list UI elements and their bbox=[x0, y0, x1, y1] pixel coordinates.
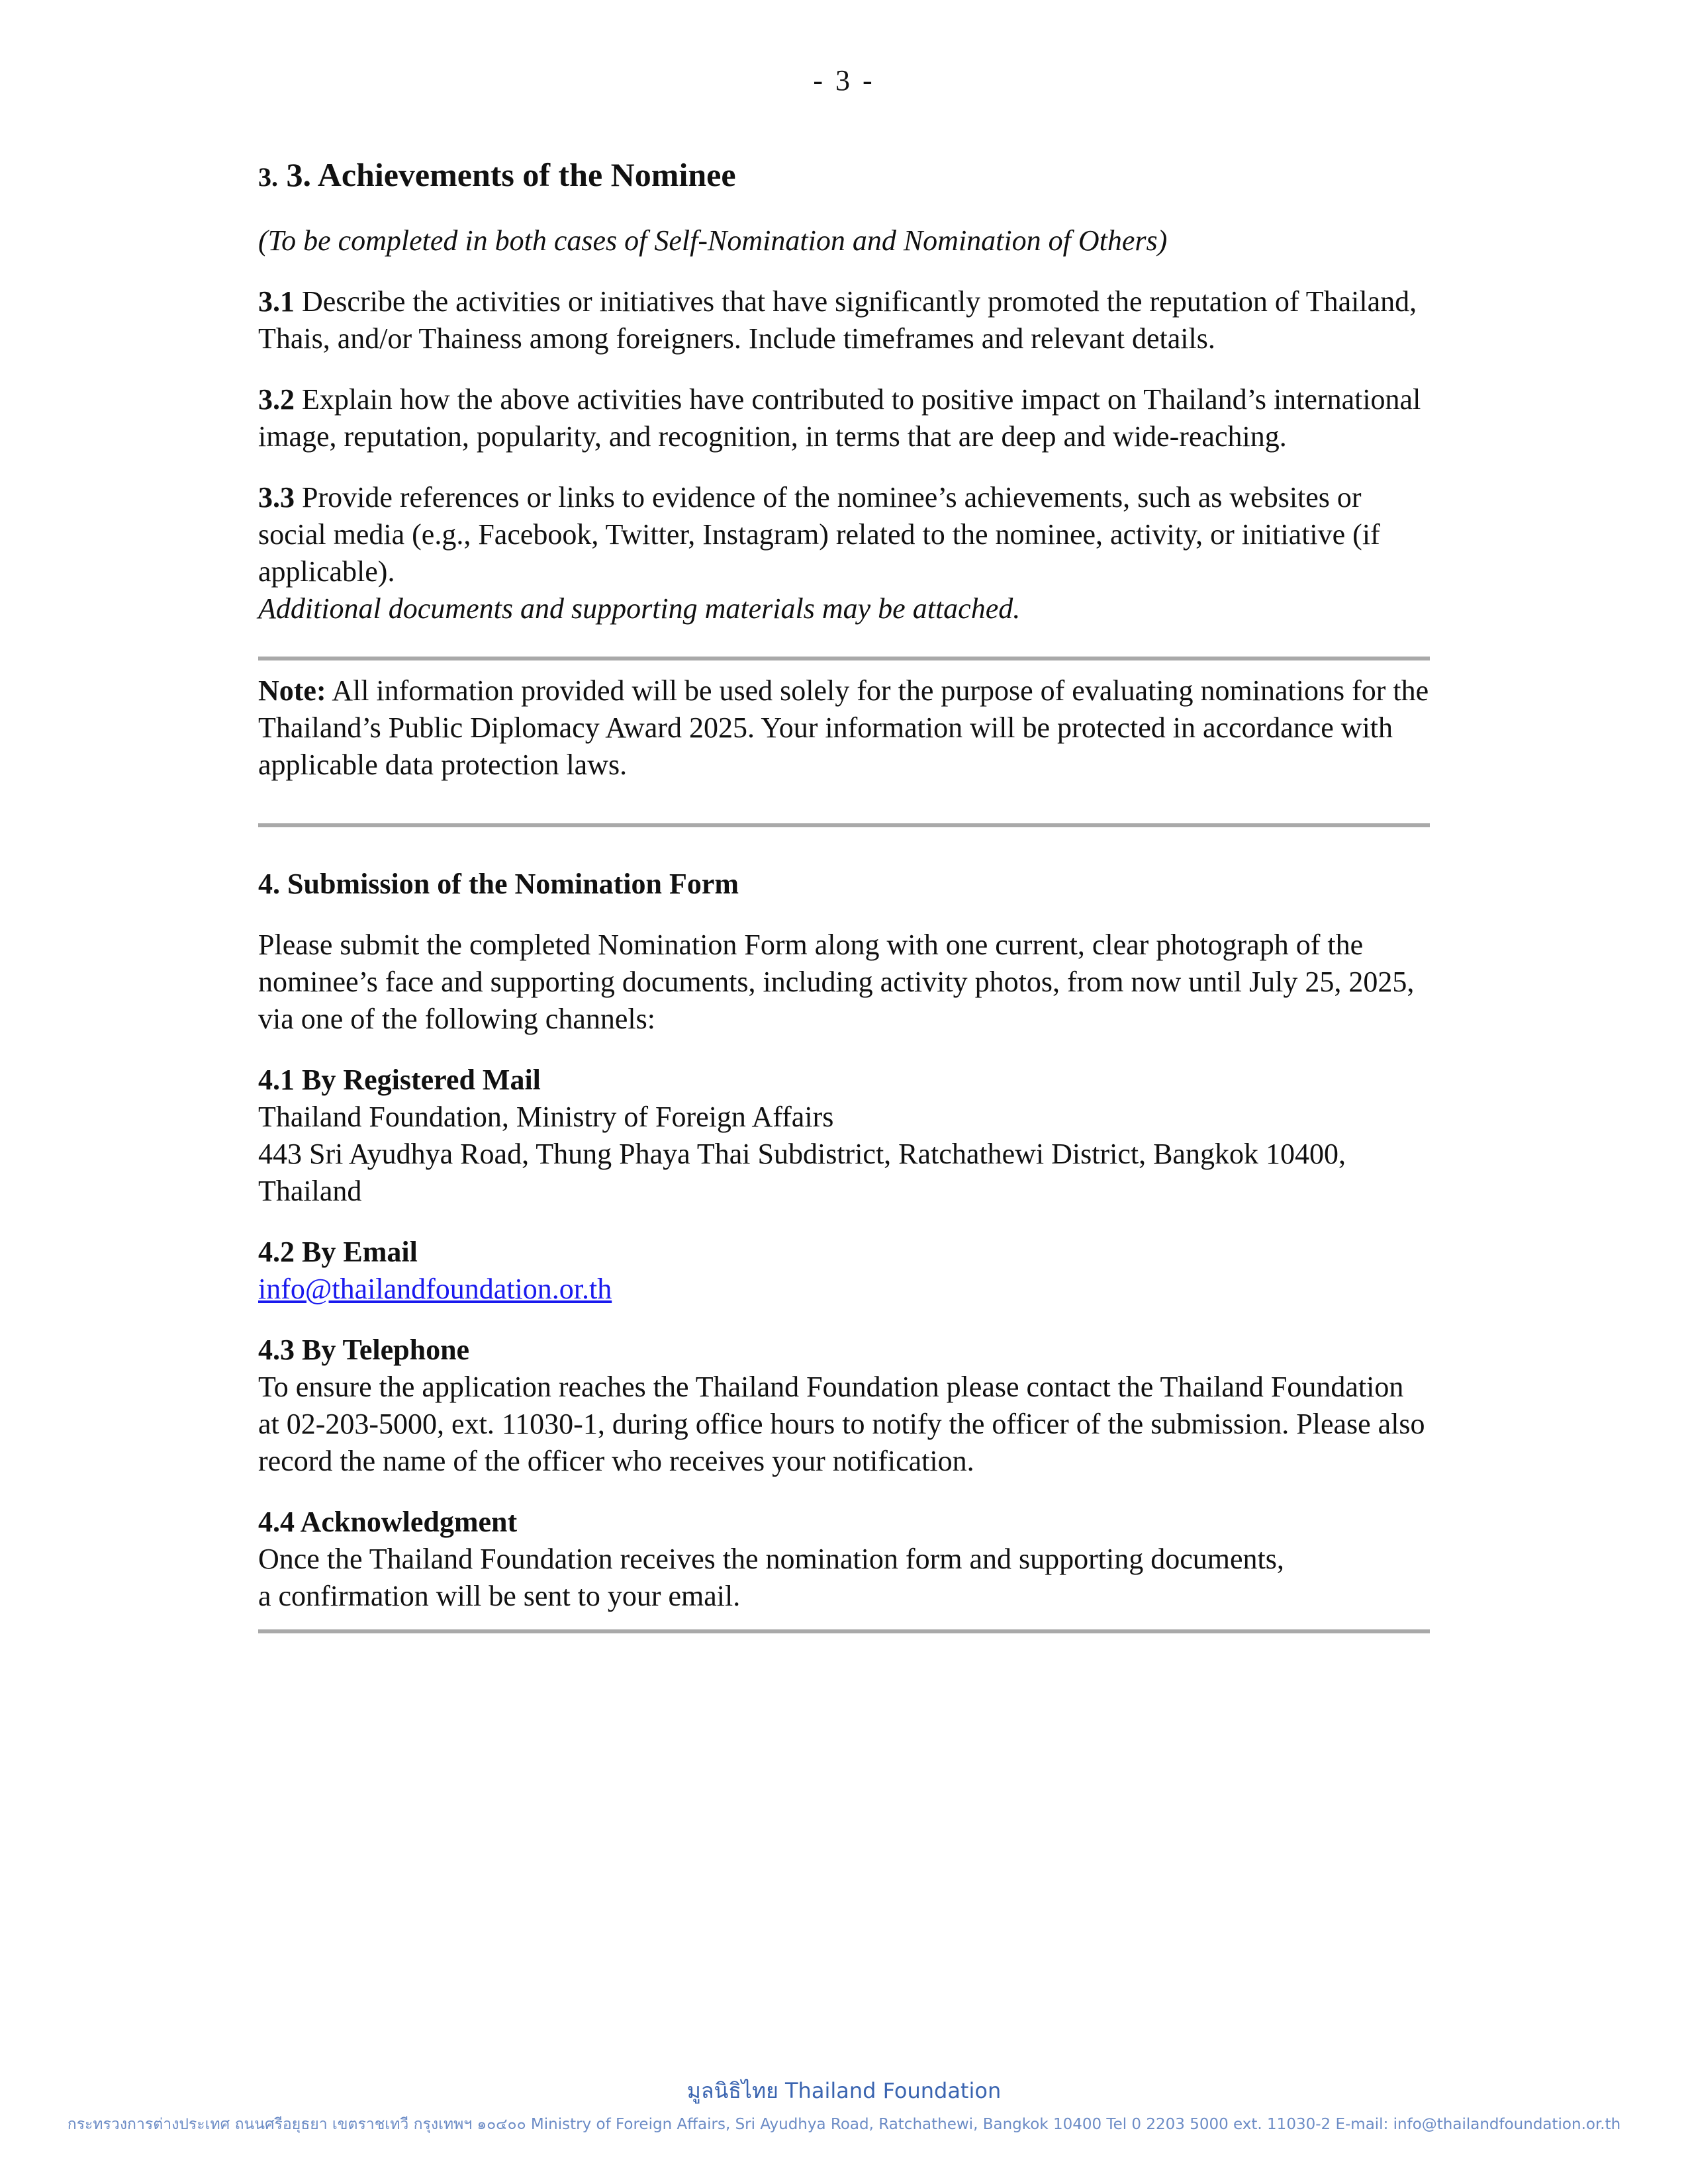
acknowledgment-title: 4.4 Acknowledgment bbox=[258, 1506, 518, 1538]
item-3-2-text: Explain how the above activities have contributed to positive impact on Thailand’s international image, reputation, popularity, and recognition, in terms that are deep and wide-reaching. bbox=[258, 383, 1421, 453]
additional-materials-note: Additional documents and supporting materials may be attached. bbox=[258, 592, 1021, 625]
footer-address: กระทรวงการต่างประเทศ ถนนศรีอยุธยา เขตราชเทวี กรุงเทพฯ ๑๐๔๐๐ Ministry of Foreign Affairs, Sri Ayudhya Road, Ratchathewi, Bangkok 10400 Tel 0 2203 5000 ext. 11030-2 E-mail: info@thailandfoundation.or.th bbox=[67, 2116, 1621, 2133]
section-3-subtitle: (To be completed in both cases of Self-Nomination and Nomination of Others) bbox=[258, 224, 1168, 257]
item-3-3 bbox=[258, 479, 1430, 590]
mail-address: 443 Sri Ayudhya Road, Thung Phaya Thai Subdistrict, Ratchathewi District, Bangkok 10400, Thailand bbox=[258, 1138, 1346, 1207]
note-label: Note: bbox=[258, 674, 326, 707]
privacy-note bbox=[258, 672, 1430, 784]
telephone-title: 4.3 By Telephone bbox=[258, 1334, 470, 1366]
divider bbox=[258, 657, 1430, 660]
registered-mail-title: 4.1 By Registered Mail bbox=[258, 1064, 541, 1096]
page-number: - 3 - bbox=[813, 64, 875, 97]
divider bbox=[258, 823, 1430, 827]
document-body bbox=[258, 154, 1430, 1633]
email-block bbox=[258, 1234, 1430, 1308]
item-3-3-text: Provide references or links to evidence of the nominee’s achievements, such as websites or social media (e.g., Facebook, Twitter, Instagram) related to the nominee, activity, or initiative (if applicable). bbox=[258, 481, 1380, 588]
acknowledgment-line-1: Once the Thailand Foundation receives the nomination form and supporting documents, bbox=[258, 1543, 1284, 1575]
item-3-1 bbox=[258, 283, 1430, 357]
section-3-title bbox=[258, 154, 1430, 199]
section-4-intro: Please submit the completed Nomination Form along with one current, clear photograph of the nominee’s face and supporting documents, including activity photos, from now until July 25, 2025, via one of the following channels: bbox=[258, 929, 1415, 1035]
email-title: 4.2 By Email bbox=[258, 1236, 418, 1268]
divider bbox=[258, 1629, 1430, 1633]
item-3-3-number: 3.3 bbox=[258, 481, 295, 514]
item-3-2-number: 3.2 bbox=[258, 383, 295, 416]
acknowledgment-line-2: a confirmation will be sent to your email. bbox=[258, 1580, 741, 1612]
item-3-2 bbox=[258, 381, 1430, 455]
mail-recipient: Thailand Foundation, Ministry of Foreign Affairs bbox=[258, 1101, 834, 1133]
note-text: All information provided will be used solely for the purpose of evaluating nominations for the Thailand’s Public Diplomacy Award 2025. Your information will be protected in accordance with applicable data protection laws. bbox=[258, 674, 1429, 781]
acknowledgment-block bbox=[258, 1504, 1430, 1615]
registered-mail-block bbox=[258, 1062, 1430, 1210]
telephone-text: To ensure the application reaches the Thailand Foundation please contact the Thailand Foundation at 02-203-5000, ext. 11030-1, during office hours to notify the officer of the submission. Please also record the name of the officer who receives your notification. bbox=[258, 1371, 1425, 1477]
section-3-title-prefix: 3. bbox=[258, 162, 278, 192]
section-4-title: 4. Submission of the Nomination Form bbox=[258, 868, 739, 900]
item-3-1-number: 3.1 bbox=[258, 285, 295, 318]
item-3-1-text: Describe the activities or initiatives that have significantly promoted the reputation of Thailand, Thais, and/or Thainess among foreigners. Include timeframes and relevant details. bbox=[258, 285, 1417, 355]
footer-brand: มูลนิธิไทย Thailand Foundation bbox=[686, 2078, 1002, 2103]
email-link[interactable]: info@thailandfoundation.or.th bbox=[258, 1273, 612, 1305]
telephone-block bbox=[258, 1332, 1430, 1480]
section-3-title-text: 3. Achievements of the Nominee bbox=[286, 156, 736, 193]
